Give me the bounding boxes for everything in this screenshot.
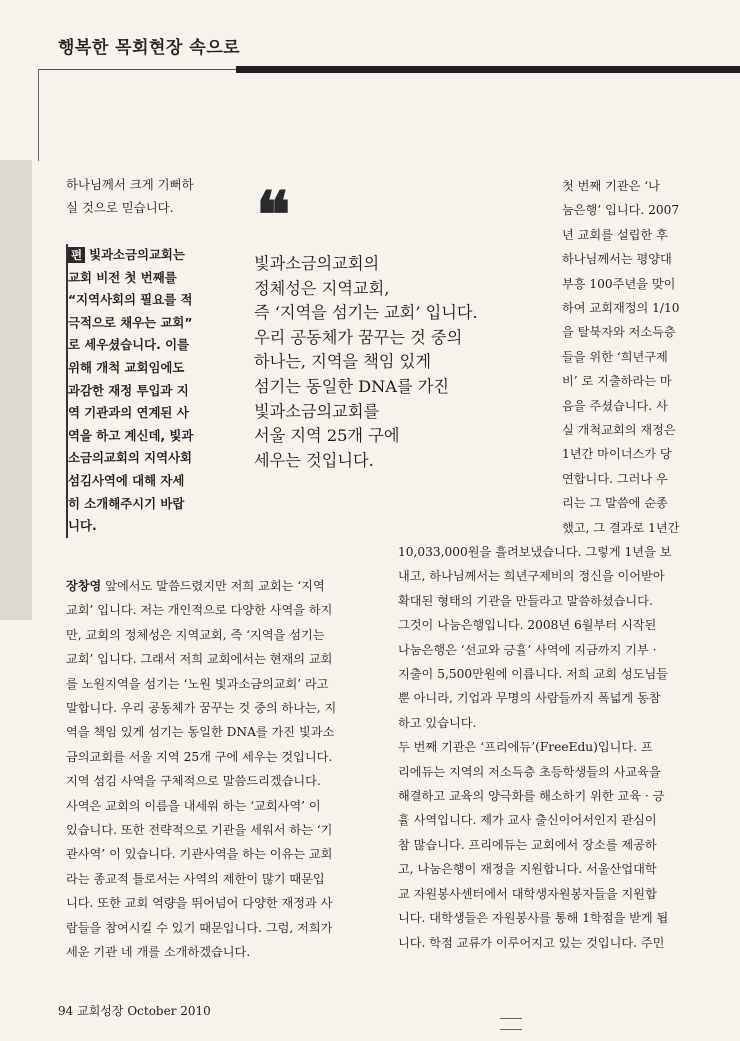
answer-line: 세운 기관 네 개를 소개하겠습니다. [66,945,251,960]
question-line: 니다. [68,518,97,534]
pull-quote-line: 우리 공동체가 꿈꾸는 것 중의 [254,327,463,347]
answer-line: 람들을 참여시킬 수 있기 때문입니다. 그럼, 저희가 [66,920,333,935]
right-line: 지출이 5,500만원에 이릅니다. 저희 교회 성도님들 [398,667,669,682]
question-line: 극적으로 채우는 교회” [68,314,193,330]
answer-line: 장창영 앞에서도 말씀드렸지만 저희 교회는 ‘지역 [66,579,325,593]
pull-quote-line: 세우는 것입니다. [254,450,374,470]
right-line: 나눔은행은 ‘선교와 긍휼’ 사역에 지금까지 기부 · [398,642,657,657]
question-line: 역을 하고 계신데, 빛과 [68,427,194,443]
right-line: 니다. 학점 교류가 이루어지고 있는 것입니다. 주민 [398,935,665,950]
pull-quote-line: 빛과소금의교회의 [254,254,380,273]
right-line: 휼 사역입니다. 제가 교사 출신이어서인지 관심이 [398,813,657,828]
pull-quote [254,252,554,473]
intro-line: 하나님께서 크게 기뻐하 [66,177,194,192]
question-line: 소금의교회의 지역사회 [68,450,193,466]
section-title: 행복한 목회현장 속으로 [58,38,241,58]
right-line: 첫 번째 기관은 ‘나 [562,179,660,193]
answer-line: 역을 책임 있게 섬기는 동일한 DNA를 가진 빛과소 [66,725,335,740]
question-line: 로 세우셨습니다. 이를 [68,337,190,353]
answer-body [66,574,371,965]
answer-line: 말합니다. 우리 공동체가 꿈꾸는 것 중의 하나는, 지 [66,701,337,716]
question-line: 편 빛과소금의교회는 [68,244,228,267]
pull-quote-line: 즉 ‘지역을 섬기는 교회’ 입니다. [254,303,478,323]
left-margin-shade [0,160,32,620]
issue-date: October 2010 [127,1004,211,1018]
right-column-wrapped [562,174,717,540]
right-line: 하여 교회재정의 1/10 [562,301,680,316]
page-number: 94 [58,1004,74,1018]
right-line: 눔은행’ 입니다. 2007 [562,203,680,218]
right-line: 10,033,000원을 흘려보냈습니다. 그렇게 1년을 보 [398,545,672,559]
right-line: 했고, 그 결과로 1년간 [562,520,680,535]
right-line: 니다. 대학생들은 자원봉사를 통해 1학점을 받게 됩 [398,911,669,926]
intro-text [66,174,221,219]
answer-line: 교회’ 입니다. 그래서 저희 교회에서는 현재의 교회 [66,652,333,667]
right-line: 리는 그 말씀에 순종 [562,496,668,511]
question-tag: 편 [68,247,85,263]
answer-line: 관사역’ 이 있습니다. 기관사역을 하는 이유는 교회 [66,847,333,862]
right-line: 고, 나눔은행이 재정을 지원합니다. 서울산업대학 [398,862,657,877]
pull-quote-line: 하나는, 지역을 책임 있게 [254,352,431,372]
answer-line: 사역은 교회의 이름을 내세워 하는 ‘교회사역’ 이 [66,798,321,813]
quote-mark-icon: ❝ [256,178,291,253]
header-vertical-rule [38,69,39,161]
question-block [66,244,228,538]
page-footer [58,1002,211,1019]
right-line: 그것이 나눔은행입니다. 2008년 6월부터 시작된 [398,618,657,633]
answer-line: 라는 종교적 틀로서는 사역의 제한이 많기 때문입 [66,871,325,886]
right-line: 실 개척교회의 재정은 [562,423,676,438]
pull-quote-line: 정체성은 지역교회, [254,278,390,298]
header-bar [236,66,740,73]
right-line: 년 교회를 설립한 후 [562,227,668,242]
footer-mark [500,1018,522,1030]
question-line: 위해 개척 교회임에도 [68,359,185,375]
answer-line: 금의교회를 서울 지역 25개 구에 세우는 것입니다. [66,749,333,764]
answer-line: 를 노원지역을 섬기는 ‘노원 빛과소금의교회’ 라고 [66,676,329,691]
pull-quote-line: 서울 지역 25개 구에 [254,426,400,446]
right-line: 음을 주셨습니다. 사 [562,398,668,413]
speaker-name: 장창영 [66,579,102,593]
right-line: 부흥 100주년을 맞이 [562,276,676,291]
right-line: 확대된 형태의 기관을 만들라고 말씀하셨습니다. [398,593,653,608]
right-line: 1년간 마이너스가 당 [562,447,672,462]
magazine-name: 교회성장 [77,1004,124,1018]
right-line: 내고, 하나님께서는 희년구제비의 정신을 이어받아 [398,569,665,584]
right-line: 두 번째 기관은 ‘프리에듀’(FreeEdu)입니다. 프 [398,740,653,755]
right-line: 참 많습니다. 프리에듀는 교회에서 장소를 제공하 [398,837,657,852]
question-line: 교회 비전 첫 번째를 [68,269,177,285]
right-line: 비’ 로 지출하라는 마 [562,374,672,389]
answer-line: 교회’ 입니다. 저는 개인적으로 다양한 사역을 하지 [66,603,333,618]
intro-line: 실 것으로 믿습니다. [66,199,174,215]
answer-line: 만, 교회의 정체성은 지역교회, 즉 ‘지역을 섬기는 [66,627,325,642]
right-line: 해결하고 교육의 양극화를 해소하기 위한 교육 · 긍 [398,789,665,804]
pull-quote-line: 빛과소금의교회를 [254,401,380,421]
right-line: 하나님께서는 평양대 [562,252,672,267]
answer-line: 지역 섬김 사역을 구체적으로 말씀드리겠습니다. [66,774,321,789]
pull-quote-line: 섬기는 동일한 DNA를 가진 [254,376,450,396]
right-column-full [398,540,718,955]
question-line: “지역사회의 필요를 적 [68,292,193,308]
answer-line: 니다. 또한 교회 역량을 뛰어넘어 다양한 재정과 사 [66,896,333,911]
right-line: 리에듀는 지역의 저소득층 초등학생들의 사교육을 [398,764,661,779]
question-line: 섬김사역에 대해 자세 [68,472,185,488]
right-line: 을 탈북자와 저소득층 [562,325,676,340]
right-line: 교 자원봉사센터에서 대학생자원봉자들을 지원합 [398,886,657,901]
right-line: 뿐 아니라, 기업과 무명의 사람들까지 폭넓게 동참 [398,691,661,706]
question-line: 히 소개해주시기 바랍 [68,495,185,511]
right-line: 연합니다. 그러나 우 [562,471,668,486]
right-line: 들을 위한 ‘희년구제 [562,349,668,364]
question-line: 역 기관과의 연계된 사 [68,405,189,421]
answer-line: 있습니다. 또한 전략적으로 기관을 세워서 하는 ‘기 [66,823,333,838]
question-line: 과감한 재정 투입과 지 [68,382,189,398]
right-line: 하고 있습니다. [398,715,477,730]
header-rule [38,69,236,70]
